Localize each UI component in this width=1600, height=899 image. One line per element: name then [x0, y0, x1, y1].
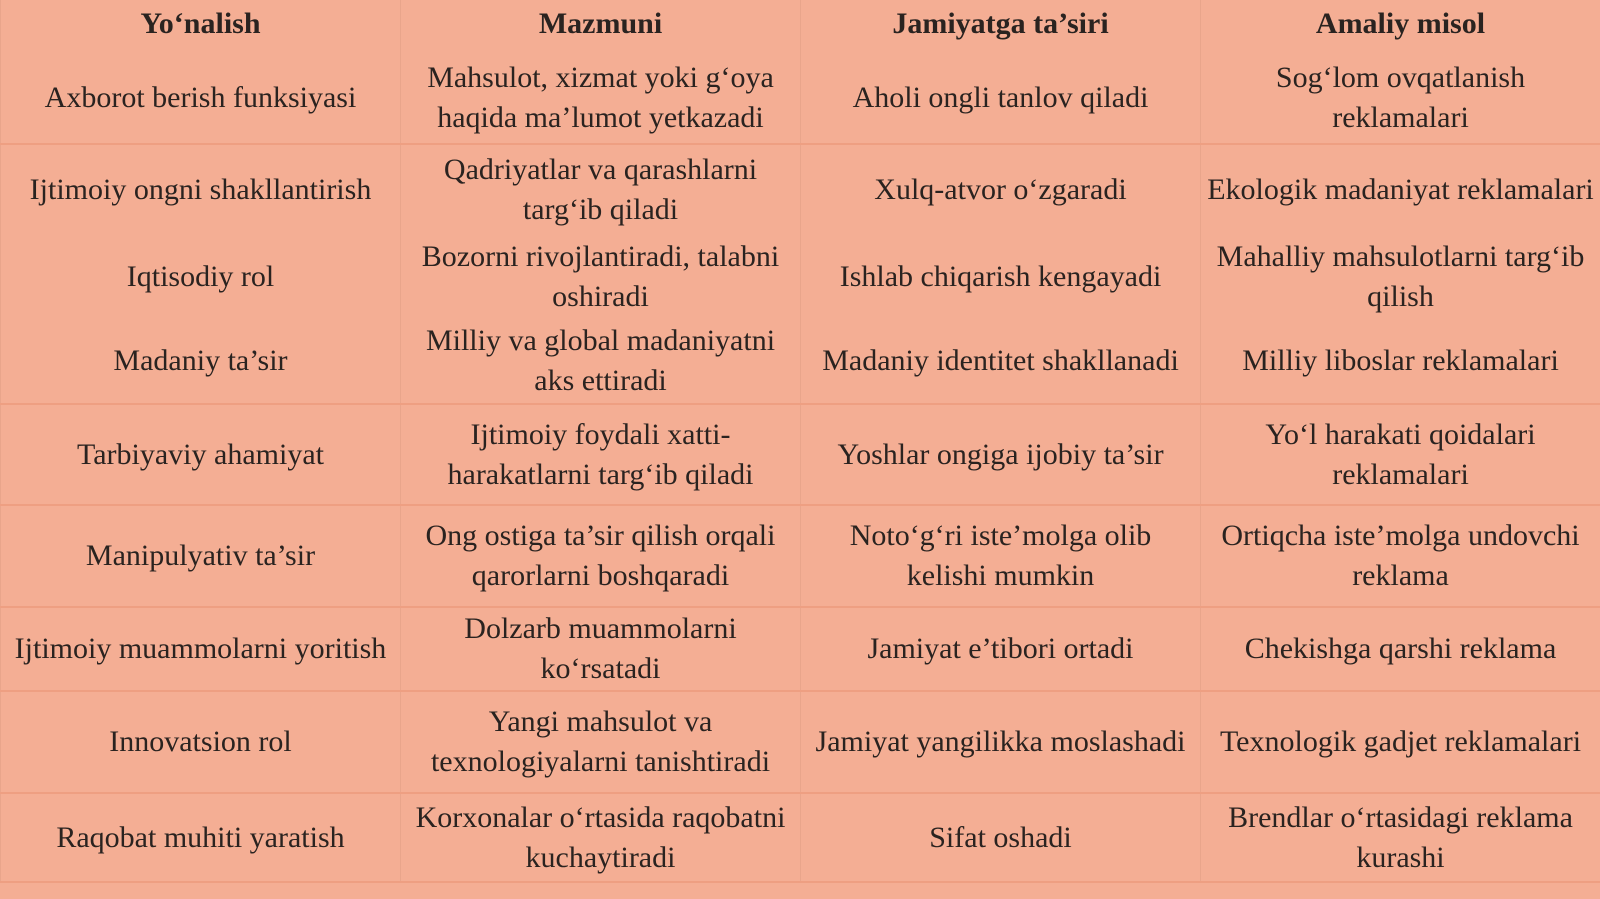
- header-content: Mazmuni: [401, 0, 801, 52]
- cell-direction: Innovatsion rol: [1, 691, 401, 793]
- table-row: [1, 144, 1600, 234]
- cell-impact: Ishlab chiqarish kengayadi: [801, 234, 1201, 319]
- table-row: [1, 691, 1600, 793]
- cell-direction: Iqtisodiy rol: [1, 234, 401, 319]
- cell-impact: Xulq-atvor o‘zgaradi: [801, 144, 1201, 234]
- cell-example: Chekishga qarshi reklama: [1201, 607, 1600, 691]
- cell-example: Milliy liboslar reklamalari: [1201, 319, 1600, 404]
- table-body: [1, 52, 1600, 882]
- table-row: [1, 607, 1600, 691]
- header-direction: Yo‘nalish: [1, 0, 401, 52]
- cell-example: Yo‘l harakati qoidalari reklamalari: [1201, 404, 1600, 505]
- cell-content: Qadriyatlar va qarashlarni targ‘ib qiladi: [401, 144, 801, 234]
- cell-direction: Ijtimoiy ongni shakllantirish: [1, 144, 401, 234]
- cell-impact: Noto‘g‘ri iste’molga olib kelishi mumkin: [801, 505, 1201, 607]
- cell-content: Bozorni rivojlantiradi, talabni oshiradi: [401, 234, 801, 319]
- header-impact: Jamiyatga ta’siri: [801, 0, 1201, 52]
- cell-example: Mahalliy mahsulotlarni targ‘ib qilish: [1201, 234, 1600, 319]
- cell-impact: Jamiyat e’tibori ortadi: [801, 607, 1201, 691]
- header-example: Amaliy misol: [1201, 0, 1600, 52]
- cell-content: Milliy va global madaniyatni aks ettiradi: [401, 319, 801, 404]
- cell-impact: Madaniy identitet shakllanadi: [801, 319, 1201, 404]
- header-row: [1, 0, 1600, 52]
- cell-direction: Madaniy ta’sir: [1, 319, 401, 404]
- table-row: [1, 505, 1600, 607]
- table-row: [1, 234, 1600, 319]
- cell-content: Ijtimoiy foydali xatti-harakatlarni targ‘ib qiladi: [401, 404, 801, 505]
- table-row: [1, 52, 1600, 144]
- cell-direction: Tarbiyaviy ahamiyat: [1, 404, 401, 505]
- table-header: [1, 0, 1600, 52]
- cell-content: Korxonalar o‘rtasida raqobatni kuchaytiradi: [401, 793, 801, 882]
- cell-impact: Jamiyat yangilikka moslashadi: [801, 691, 1201, 793]
- cell-direction: Manipulyativ ta’sir: [1, 505, 401, 607]
- cell-direction: Raqobat muhiti yaratish: [1, 793, 401, 882]
- cell-content: Ong ostiga ta’sir qilish orqali qarorlarni boshqaradi: [401, 505, 801, 607]
- cell-content: Yangi mahsulot va texnologiyalarni tanishtiradi: [401, 691, 801, 793]
- cell-example: Texnologik gadjet reklamalari: [1201, 691, 1600, 793]
- cell-content: Dolzarb muammolarni ko‘rsatadi: [401, 607, 801, 691]
- cell-direction: Ijtimoiy muammolarni yoritish: [1, 607, 401, 691]
- cell-content: Mahsulot, xizmat yoki g‘oya haqida ma’lumot yetkazadi: [401, 52, 801, 144]
- cell-example: Sog‘lom ovqatlanish reklamalari: [1201, 52, 1600, 144]
- table-row: [1, 793, 1600, 882]
- cell-impact: Sifat oshadi: [801, 793, 1201, 882]
- table-row: [1, 404, 1600, 505]
- cell-impact: Yoshlar ongiga ijobiy ta’sir: [801, 404, 1201, 505]
- cell-example: Brendlar o‘rtasidagi reklama kurashi: [1201, 793, 1600, 882]
- cell-direction: Axborot berish funksiyasi: [1, 52, 401, 144]
- cell-example: Ortiqcha iste’molga undovchi reklama: [1201, 505, 1600, 607]
- table-row: [1, 319, 1600, 404]
- cell-impact: Aholi ongli tanlov qiladi: [801, 52, 1201, 144]
- cell-example: Ekologik madaniyat reklamalari: [1201, 144, 1600, 234]
